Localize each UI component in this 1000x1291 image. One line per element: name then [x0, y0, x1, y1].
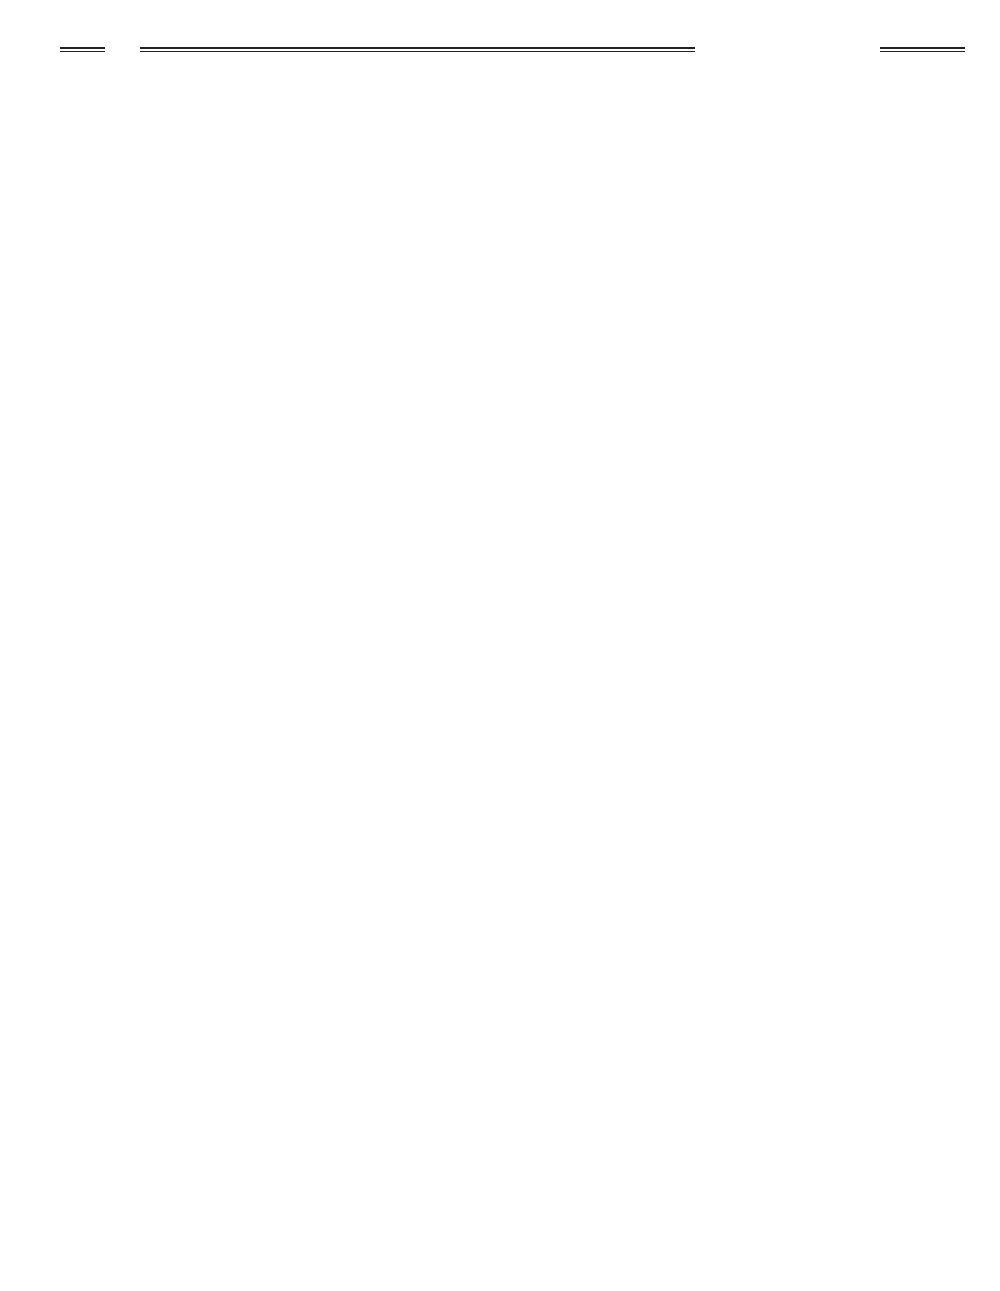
page-header [60, 42, 965, 62]
header-rule-left [60, 47, 105, 52]
header-rule-middle [140, 47, 695, 52]
header-rule-right [880, 47, 965, 52]
